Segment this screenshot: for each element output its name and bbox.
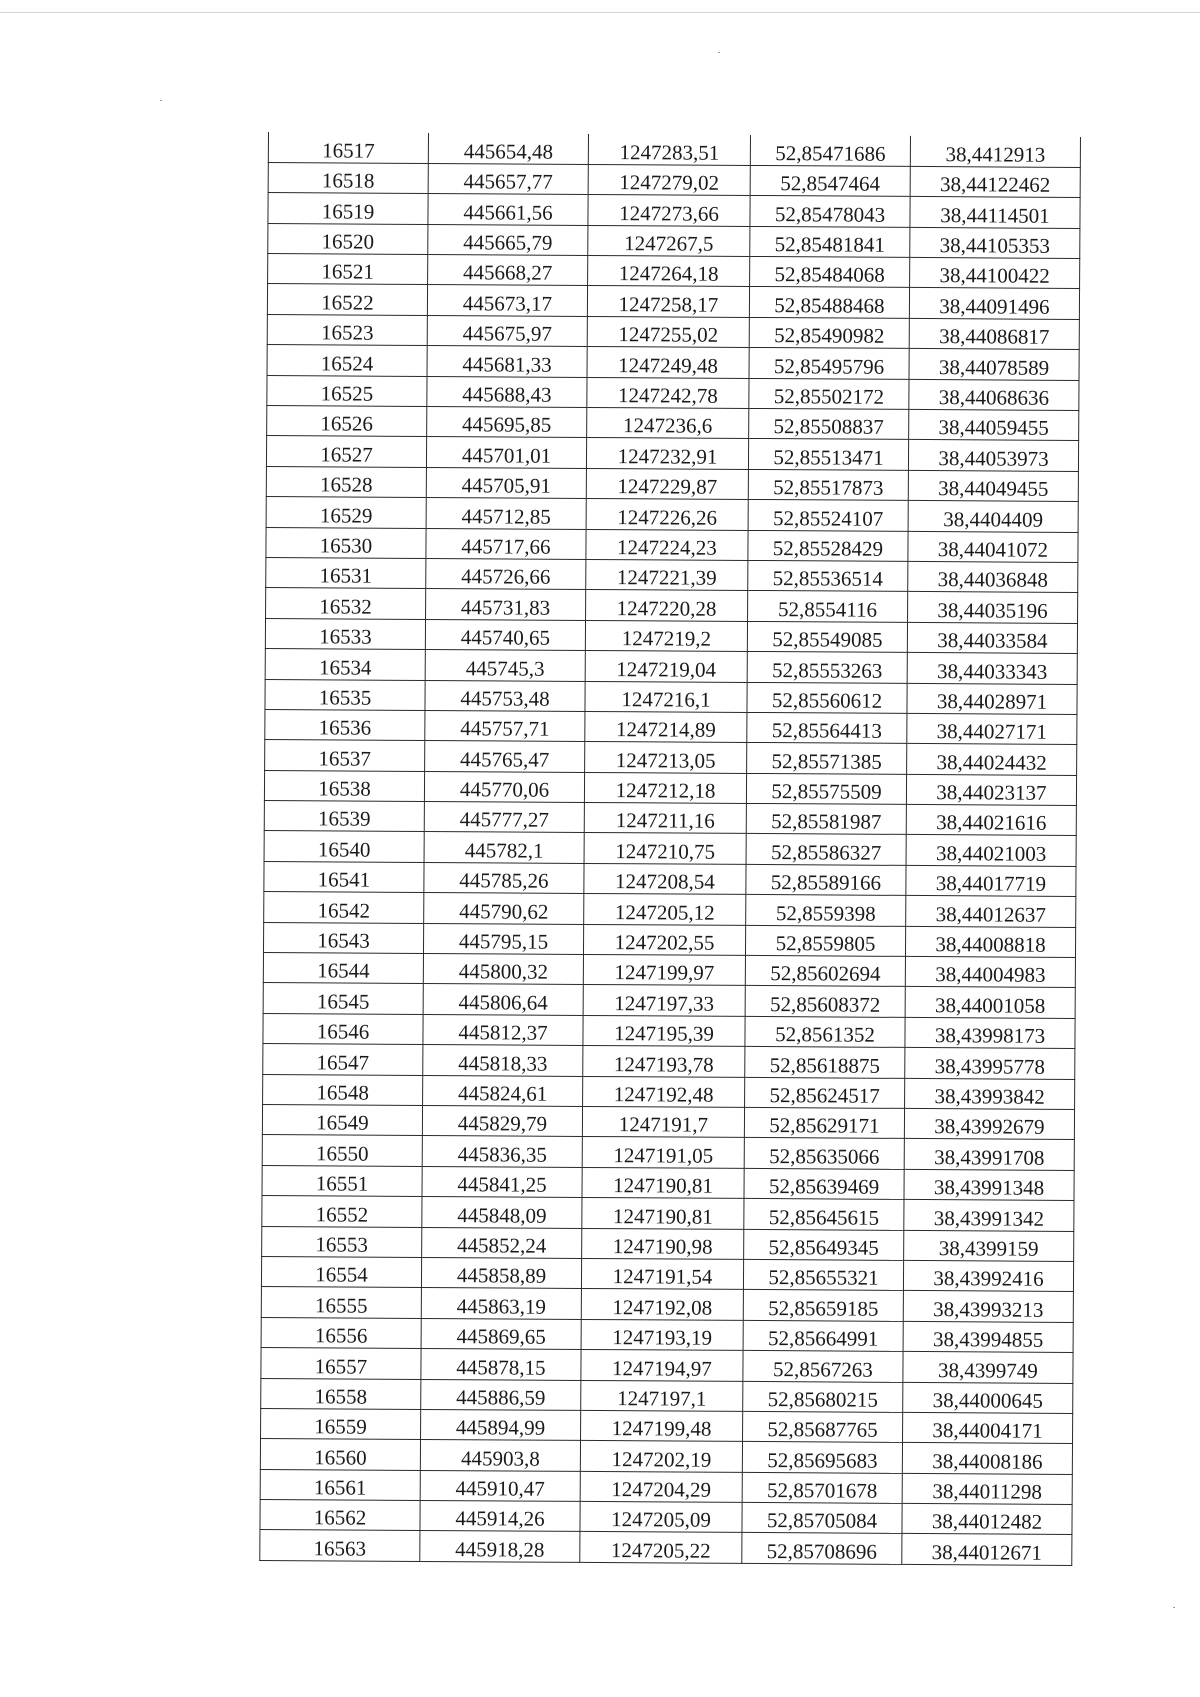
longitude-cell: 38,44078589 <box>909 349 1079 380</box>
longitude-cell: 38,43991342 <box>904 1200 1074 1231</box>
scan-top-edge <box>0 12 1200 13</box>
longitude-cell: 38,44122462 <box>910 166 1080 197</box>
y-coordinate-cell: 1247197,33 <box>583 985 745 1016</box>
latitude-cell: 52,85635066 <box>744 1138 904 1169</box>
point-number-cell: 16555 <box>261 1287 421 1318</box>
x-coordinate-cell: 445770,06 <box>424 771 584 802</box>
table-row <box>261 1317 1073 1352</box>
longitude-cell: 38,44023137 <box>906 774 1076 805</box>
point-number-cell: 16556 <box>261 1317 421 1348</box>
latitude-cell: 52,85484068 <box>750 257 910 288</box>
y-coordinate-cell: 1247193,78 <box>583 1046 745 1077</box>
y-coordinate-cell: 1247211,16 <box>584 803 746 834</box>
longitude-cell: 38,4399159 <box>904 1230 1074 1261</box>
latitude-cell: 52,85639469 <box>744 1168 904 1199</box>
y-coordinate-cell: 1247249,48 <box>587 347 749 378</box>
x-coordinate-cell: 445673,17 <box>427 285 587 316</box>
x-coordinate-cell: 445806,64 <box>423 984 583 1015</box>
x-coordinate-cell: 445701,01 <box>426 437 586 468</box>
point-number-cell: 16546 <box>263 1013 423 1044</box>
longitude-cell: 38,43991708 <box>904 1139 1074 1170</box>
y-coordinate-cell: 1247213,05 <box>585 742 747 773</box>
latitude-cell: 52,85708696 <box>742 1533 902 1564</box>
latitude-cell: 52,85695683 <box>742 1442 902 1473</box>
longitude-cell: 38,44033343 <box>907 653 1077 684</box>
y-coordinate-cell: 1247210,75 <box>584 833 746 864</box>
point-number-cell: 16559 <box>261 1408 421 1439</box>
x-coordinate-cell: 445668,27 <box>428 255 588 286</box>
point-number-cell: 16563 <box>260 1530 420 1561</box>
y-coordinate-cell: 1247202,55 <box>583 924 745 955</box>
point-number-cell: 16558 <box>261 1378 421 1409</box>
point-number-cell: 16545 <box>263 983 423 1014</box>
point-number-cell: 16523 <box>267 314 427 345</box>
latitude-cell: 52,85629171 <box>744 1107 904 1138</box>
table-row <box>262 1165 1074 1200</box>
y-coordinate-cell: 1247197,1 <box>581 1380 743 1411</box>
longitude-cell: 38,44021616 <box>906 805 1076 836</box>
y-coordinate-cell: 1247199,48 <box>581 1410 743 1441</box>
point-number-cell: 16542 <box>264 892 424 923</box>
table-row <box>260 1530 1072 1565</box>
latitude-cell: 52,8567263 <box>743 1351 903 1382</box>
y-coordinate-cell: 1247191,7 <box>582 1106 744 1137</box>
table-row <box>261 1287 1073 1322</box>
table-row <box>261 1348 1073 1383</box>
x-coordinate-cell: 445818,33 <box>423 1045 583 1076</box>
latitude-cell: 52,85508837 <box>749 408 909 439</box>
latitude-cell: 52,8554116 <box>748 591 908 622</box>
x-coordinate-cell: 445745,3 <box>425 650 585 681</box>
table-row <box>268 132 1080 167</box>
y-coordinate-cell: 1247190,81 <box>582 1167 744 1198</box>
x-coordinate-cell: 445777,27 <box>424 802 584 833</box>
x-coordinate-cell: 445695,85 <box>427 406 587 437</box>
y-coordinate-cell: 1247208,54 <box>584 863 746 894</box>
x-coordinate-cell: 445657,77 <box>428 163 588 194</box>
table-row <box>265 679 1077 714</box>
table-row <box>264 801 1076 836</box>
longitude-cell: 38,44028971 <box>907 683 1077 714</box>
longitude-cell: 38,43998173 <box>905 1017 1075 1048</box>
point-number-cell: 16548 <box>263 1074 423 1105</box>
x-coordinate-cell: 445705,91 <box>426 467 586 498</box>
point-number-cell: 16553 <box>262 1226 422 1257</box>
table-row <box>266 557 1078 592</box>
latitude-cell: 52,85490982 <box>749 317 909 348</box>
table-row <box>267 314 1079 349</box>
point-number-cell: 16544 <box>263 953 423 984</box>
point-number-cell: 16525 <box>267 375 427 406</box>
x-coordinate-cell: 445654,48 <box>428 133 588 164</box>
longitude-cell: 38,44012637 <box>906 896 1076 927</box>
y-coordinate-cell: 1247204,29 <box>580 1471 742 1502</box>
x-coordinate-cell: 445740,65 <box>425 619 585 650</box>
x-coordinate-cell: 445869,65 <box>421 1318 581 1349</box>
x-coordinate-cell: 445863,19 <box>421 1288 581 1319</box>
latitude-cell: 52,85528429 <box>748 530 908 561</box>
x-coordinate-cell: 445918,28 <box>420 1531 580 1562</box>
longitude-cell: 38,44086817 <box>909 318 1079 349</box>
latitude-cell: 52,85502172 <box>749 378 909 409</box>
point-number-cell: 16526 <box>267 406 427 437</box>
longitude-cell: 38,43993213 <box>903 1291 1073 1322</box>
longitude-cell: 38,43991348 <box>904 1169 1074 1200</box>
table-row <box>262 1226 1074 1261</box>
longitude-cell: 38,44105353 <box>910 227 1080 258</box>
table-row <box>266 527 1078 562</box>
point-number-cell: 16539 <box>264 801 424 832</box>
longitude-cell: 38,43993842 <box>905 1078 1075 1109</box>
point-number-cell: 16552 <box>262 1196 422 1227</box>
table-row <box>264 861 1076 896</box>
x-coordinate-cell: 445914,26 <box>420 1501 580 1532</box>
y-coordinate-cell: 1247216,1 <box>585 681 747 712</box>
y-coordinate-cell: 1247267,5 <box>588 225 750 256</box>
latitude-cell: 52,85645615 <box>744 1199 904 1230</box>
table-row <box>266 497 1078 532</box>
table-row <box>265 740 1077 775</box>
table-row <box>267 406 1079 441</box>
latitude-cell: 52,85575509 <box>746 773 906 804</box>
table-row <box>261 1408 1073 1443</box>
x-coordinate-cell: 445675,97 <box>427 315 587 346</box>
longitude-cell: 38,43992416 <box>903 1260 1073 1291</box>
x-coordinate-cell: 445790,62 <box>424 893 584 924</box>
longitude-cell: 38,44036848 <box>908 561 1078 592</box>
latitude-cell: 52,8559805 <box>745 925 905 956</box>
longitude-cell: 38,44033584 <box>907 622 1077 653</box>
x-coordinate-cell: 445852,24 <box>422 1227 582 1258</box>
y-coordinate-cell: 1247264,18 <box>588 256 750 287</box>
point-number-cell: 16517 <box>268 132 428 163</box>
point-number-cell: 16554 <box>261 1256 421 1287</box>
point-number-cell: 16529 <box>266 497 426 528</box>
x-coordinate-cell: 445878,15 <box>421 1349 581 1380</box>
table-row <box>260 1500 1072 1535</box>
table-row <box>265 618 1077 653</box>
y-coordinate-cell: 1247190,98 <box>582 1228 744 1259</box>
longitude-cell: 38,44114501 <box>910 197 1080 228</box>
y-coordinate-cell: 1247219,2 <box>585 620 747 651</box>
x-coordinate-cell: 445841,25 <box>422 1166 582 1197</box>
table-row <box>265 649 1077 684</box>
x-coordinate-cell: 445785,26 <box>424 862 584 893</box>
longitude-cell: 38,44001058 <box>905 987 1075 1018</box>
point-number-cell: 16561 <box>260 1469 420 1500</box>
y-coordinate-cell: 1247194,97 <box>581 1350 743 1381</box>
x-coordinate-cell: 445661,56 <box>428 194 588 225</box>
x-coordinate-cell: 445836,35 <box>422 1136 582 1167</box>
latitude-cell: 52,85655321 <box>743 1259 903 1290</box>
latitude-cell: 52,85581987 <box>746 804 906 835</box>
table-row <box>268 162 1080 197</box>
y-coordinate-cell: 1247192,48 <box>583 1076 745 1107</box>
point-number-cell: 16562 <box>260 1500 420 1531</box>
x-coordinate-cell: 445894,99 <box>421 1409 581 1440</box>
coordinates-table-body <box>260 132 1081 1565</box>
table-row <box>264 770 1076 805</box>
y-coordinate-cell: 1247258,17 <box>587 286 749 317</box>
x-coordinate-cell: 445903,8 <box>420 1440 580 1471</box>
point-number-cell: 16532 <box>266 588 426 619</box>
longitude-cell: 38,4412913 <box>910 136 1080 167</box>
y-coordinate-cell: 1247193,19 <box>581 1319 743 1350</box>
longitude-cell: 38,44011298 <box>902 1473 1072 1504</box>
longitude-cell: 38,44000645 <box>903 1382 1073 1413</box>
longitude-cell: 38,44004983 <box>905 956 1075 987</box>
longitude-cell: 38,44035196 <box>908 592 1078 623</box>
latitude-cell: 52,85481841 <box>750 226 910 257</box>
latitude-cell: 52,85488468 <box>749 287 909 318</box>
point-number-cell: 16521 <box>268 254 428 285</box>
x-coordinate-cell: 445717,66 <box>426 528 586 559</box>
longitude-cell: 38,44068636 <box>909 379 1079 410</box>
point-number-cell: 16541 <box>264 861 424 892</box>
latitude-cell: 52,85608372 <box>745 986 905 1017</box>
scan-speck <box>718 52 720 53</box>
point-number-cell: 16531 <box>266 557 426 588</box>
table-row <box>267 284 1079 319</box>
latitude-cell: 52,85586327 <box>746 834 906 865</box>
longitude-cell: 38,44008818 <box>905 926 1075 957</box>
x-coordinate-cell: 445712,85 <box>426 498 586 529</box>
latitude-cell: 52,85524107 <box>748 500 908 531</box>
point-number-cell: 16560 <box>260 1439 420 1470</box>
point-number-cell: 16538 <box>264 770 424 801</box>
longitude-cell: 38,44049455 <box>908 470 1078 501</box>
x-coordinate-cell: 445731,83 <box>426 589 586 620</box>
table-row <box>262 1196 1074 1231</box>
y-coordinate-cell: 1247232,91 <box>586 438 748 469</box>
latitude-cell: 52,85649345 <box>744 1229 904 1260</box>
y-coordinate-cell: 1247273,66 <box>588 195 750 226</box>
latitude-cell: 52,85517873 <box>748 469 908 500</box>
point-number-cell: 16536 <box>265 709 425 740</box>
latitude-cell: 52,85680215 <box>743 1381 903 1412</box>
table-row <box>267 375 1079 410</box>
longitude-cell: 38,44004171 <box>903 1412 1073 1443</box>
x-coordinate-cell: 445795,15 <box>423 923 583 954</box>
longitude-cell: 38,44041072 <box>908 531 1078 562</box>
point-number-cell: 16540 <box>264 831 424 862</box>
y-coordinate-cell: 1247214,89 <box>585 711 747 742</box>
latitude-cell: 52,85478043 <box>750 196 910 227</box>
x-coordinate-cell: 445753,48 <box>425 680 585 711</box>
x-coordinate-cell: 445886,59 <box>421 1379 581 1410</box>
longitude-cell: 38,44017719 <box>906 865 1076 896</box>
latitude-cell: 52,85701678 <box>742 1472 902 1503</box>
table-row <box>264 892 1076 927</box>
point-number-cell: 16557 <box>261 1348 421 1379</box>
point-number-cell: 16530 <box>266 527 426 558</box>
table-row <box>268 193 1080 228</box>
y-coordinate-cell: 1247283,51 <box>588 134 750 165</box>
table-row <box>266 466 1078 501</box>
x-coordinate-cell: 445800,32 <box>423 954 583 985</box>
longitude-cell: 38,44100422 <box>910 257 1080 288</box>
scan-speck <box>1173 1607 1175 1608</box>
table-row <box>262 1135 1074 1170</box>
longitude-cell: 38,4399749 <box>903 1352 1073 1383</box>
x-coordinate-cell: 445757,71 <box>425 710 585 741</box>
latitude-cell: 52,85571385 <box>747 743 907 774</box>
x-coordinate-cell: 445688,43 <box>427 376 587 407</box>
x-coordinate-cell: 445681,33 <box>427 346 587 377</box>
y-coordinate-cell: 1247255,02 <box>587 316 749 347</box>
table-row <box>263 922 1075 957</box>
latitude-cell: 52,85513471 <box>748 439 908 470</box>
y-coordinate-cell: 1247279,02 <box>588 164 750 195</box>
coordinates-table <box>259 132 1081 1566</box>
point-number-cell: 16527 <box>266 436 426 467</box>
point-number-cell: 16550 <box>262 1135 422 1166</box>
x-coordinate-cell: 445848,09 <box>422 1197 582 1228</box>
latitude-cell: 52,85602694 <box>745 955 905 986</box>
y-coordinate-cell: 1247219,04 <box>585 651 747 682</box>
longitude-cell: 38,44012671 <box>902 1534 1072 1565</box>
longitude-cell: 38,4404409 <box>908 501 1078 532</box>
table-row <box>263 1013 1075 1048</box>
latitude-cell: 52,85495796 <box>749 348 909 379</box>
longitude-cell: 38,44021003 <box>906 835 1076 866</box>
x-coordinate-cell: 445665,79 <box>428 224 588 255</box>
latitude-cell: 52,85564413 <box>747 712 907 743</box>
point-number-cell: 16535 <box>265 679 425 710</box>
table-row <box>261 1378 1073 1413</box>
latitude-cell: 52,8561352 <box>745 1016 905 1047</box>
longitude-cell: 38,43995778 <box>905 1048 1075 1079</box>
table-row <box>260 1439 1072 1474</box>
point-number-cell: 16549 <box>262 1104 422 1135</box>
point-number-cell: 16551 <box>262 1165 422 1196</box>
y-coordinate-cell: 1247229,87 <box>586 468 748 499</box>
table-row <box>265 709 1077 744</box>
x-coordinate-cell: 445824,61 <box>423 1075 583 1106</box>
table-row <box>263 1044 1075 1079</box>
point-number-cell: 16547 <box>263 1044 423 1075</box>
y-coordinate-cell: 1247191,05 <box>582 1137 744 1168</box>
y-coordinate-cell: 1247191,54 <box>581 1258 743 1289</box>
table-row <box>266 588 1078 623</box>
latitude-cell: 52,85549085 <box>747 621 907 652</box>
latitude-cell: 52,85471686 <box>750 135 910 166</box>
y-coordinate-cell: 1247220,28 <box>586 590 748 621</box>
x-coordinate-cell: 445765,47 <box>425 741 585 772</box>
table-row <box>261 1256 1073 1291</box>
point-number-cell: 16524 <box>267 345 427 376</box>
longitude-cell: 38,44027171 <box>907 713 1077 744</box>
y-coordinate-cell: 1247224,23 <box>586 529 748 560</box>
y-coordinate-cell: 1247192,08 <box>581 1289 743 1320</box>
table-row <box>268 223 1080 258</box>
table-row <box>267 345 1079 380</box>
y-coordinate-cell: 1247236,6 <box>587 407 749 438</box>
y-coordinate-cell: 1247199,97 <box>583 954 745 985</box>
y-coordinate-cell: 1247205,22 <box>580 1532 742 1563</box>
latitude-cell: 52,85705084 <box>742 1503 902 1534</box>
point-number-cell: 16520 <box>268 223 428 254</box>
point-number-cell: 16528 <box>266 466 426 497</box>
latitude-cell: 52,8547464 <box>750 165 910 196</box>
latitude-cell: 52,85560612 <box>747 682 907 713</box>
table-row <box>263 1074 1075 1109</box>
latitude-cell: 52,85687765 <box>743 1411 903 1442</box>
latitude-cell: 52,85589166 <box>746 864 906 895</box>
latitude-cell: 52,85536514 <box>748 560 908 591</box>
y-coordinate-cell: 1247221,39 <box>586 559 748 590</box>
point-number-cell: 16534 <box>265 649 425 680</box>
longitude-cell: 38,44008186 <box>902 1443 1072 1474</box>
table-row <box>268 254 1080 289</box>
y-coordinate-cell: 1247242,78 <box>587 377 749 408</box>
longitude-cell: 38,44024432 <box>907 744 1077 775</box>
latitude-cell: 52,85618875 <box>745 1047 905 1078</box>
x-coordinate-cell: 445782,1 <box>424 832 584 863</box>
latitude-cell: 52,85659185 <box>743 1290 903 1321</box>
x-coordinate-cell: 445812,37 <box>423 1014 583 1045</box>
longitude-cell: 38,43992679 <box>904 1108 1074 1139</box>
longitude-cell: 38,44059455 <box>909 409 1079 440</box>
latitude-cell: 52,85664991 <box>743 1320 903 1351</box>
latitude-cell: 52,85624517 <box>745 1077 905 1108</box>
y-coordinate-cell: 1247195,39 <box>583 1015 745 1046</box>
x-coordinate-cell: 445858,89 <box>421 1257 581 1288</box>
latitude-cell: 52,85553263 <box>747 652 907 683</box>
table-row <box>262 1104 1074 1139</box>
point-number-cell: 16543 <box>263 922 423 953</box>
point-number-cell: 16522 <box>267 284 427 315</box>
point-number-cell: 16533 <box>265 618 425 649</box>
x-coordinate-cell: 445910,47 <box>420 1470 580 1501</box>
y-coordinate-cell: 1247202,19 <box>580 1441 742 1472</box>
table-row <box>263 983 1075 1018</box>
y-coordinate-cell: 1247226,26 <box>586 499 748 530</box>
table-row <box>263 953 1075 988</box>
longitude-cell: 38,44091496 <box>909 288 1079 319</box>
longitude-cell: 38,43994855 <box>903 1321 1073 1352</box>
y-coordinate-cell: 1247212,18 <box>584 772 746 803</box>
point-number-cell: 16518 <box>268 162 428 193</box>
longitude-cell: 38,44053973 <box>908 440 1078 471</box>
longitude-cell: 38,44012482 <box>902 1503 1072 1534</box>
x-coordinate-cell: 445829,79 <box>422 1105 582 1136</box>
table-row <box>266 436 1078 471</box>
scan-speck <box>160 100 162 101</box>
x-coordinate-cell: 445726,66 <box>426 558 586 589</box>
y-coordinate-cell: 1247205,09 <box>580 1502 742 1533</box>
point-number-cell: 16537 <box>265 740 425 771</box>
latitude-cell: 52,8559398 <box>746 895 906 926</box>
y-coordinate-cell: 1247205,12 <box>584 894 746 925</box>
y-coordinate-cell: 1247190,81 <box>582 1198 744 1229</box>
point-number-cell: 16519 <box>268 193 428 224</box>
table-row <box>260 1469 1072 1504</box>
table-row <box>264 831 1076 866</box>
